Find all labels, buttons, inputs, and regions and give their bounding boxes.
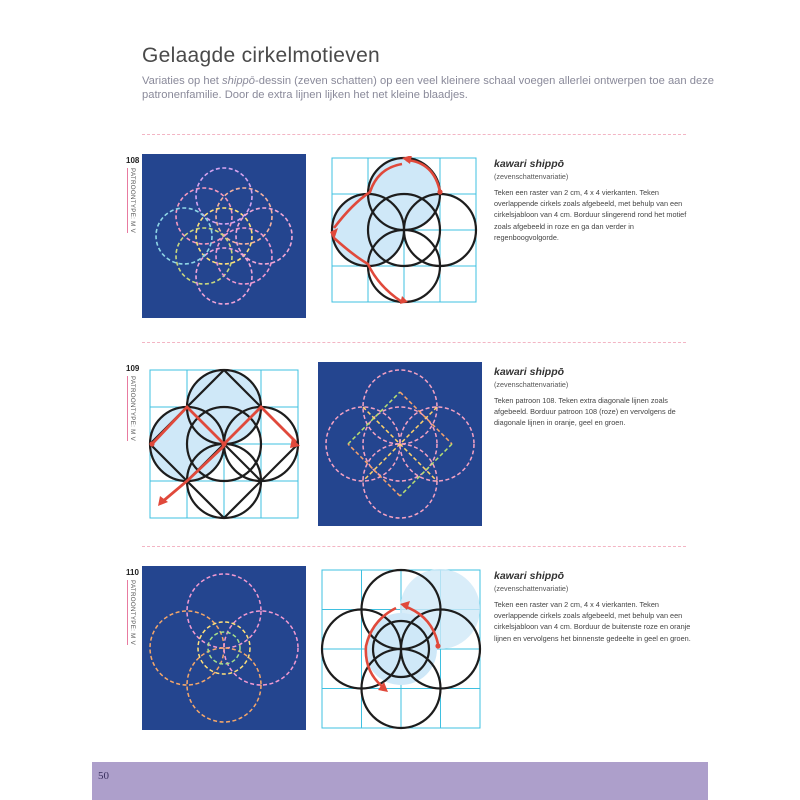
diagram-109 <box>142 362 306 526</box>
caption-109 <box>494 366 694 429</box>
pattern-title: kawari shippō <box>494 570 565 582</box>
pattern-type-label: PATROONTYPE: M V <box>129 376 136 442</box>
pattern-subtitle: (zevenschattenvariatie) <box>494 380 569 389</box>
pattern-title: kawari shippō <box>494 366 565 378</box>
intro-paragraph: Variaties op het shippō-dessin (zeven schatten) op een veel kleinere schaal voegen allerlei ontwerpen toe aan deze patronenfamilie. Door de extra lijnen lijken het net kleine blaadjes. <box>142 75 714 101</box>
pattern-subtitle: (zevenschattenvariatie) <box>494 172 569 181</box>
fabric-photo-110 <box>142 566 306 730</box>
caption-108 <box>494 158 694 243</box>
footer-band <box>92 762 708 800</box>
pattern-instructions: Teken een raster van 2 cm, 4 x 4 vierkanten. Teken overlappende cirkels zoals afgebeeld, met behulp van een cirkelsjabloon van 4 cm. Borduur slingerend rond het motief zoals afgebeeld in roze en ga dan verder in regenboogvolgorde. <box>494 188 687 242</box>
pattern-instructions: Teken patroon 108. Teken extra diagonale lijnen zoals afgebeeld. Borduur patroon 108 (roze) en vervolgens de diagonale lijnen in oranje, geel en groen. <box>494 396 676 428</box>
caption-110 <box>494 570 694 644</box>
divider <box>142 342 686 343</box>
pattern-subtitle: (zevenschattenvariatie) <box>494 584 569 593</box>
divider <box>142 546 686 547</box>
pattern-type-label: PATROONTYPE: M V <box>129 580 136 646</box>
divider <box>142 134 686 135</box>
page-title: Gelaagde cirkelmotieven <box>142 44 381 67</box>
diagram-110 <box>320 568 484 732</box>
page-number: 50 <box>98 770 109 782</box>
fabric-photo-108 <box>142 154 306 318</box>
pattern-type-label: PATROONTYPE: M V <box>129 168 136 234</box>
pattern-number: 109 <box>126 364 140 373</box>
diagram-108 <box>330 156 494 320</box>
pattern-instructions: Teken een raster van 2 cm, 4 x 4 vierkanten. Teken overlappende cirkels zoals afgebeeld, met behulp van een cirkelsjabloon van 4 cm. Borduur de buitenste roze en oranje lijnen en vervolgens het binnenste gedeelte in geel en groen. <box>494 600 691 643</box>
fabric-photo-109 <box>318 362 482 526</box>
pattern-number: 110 <box>126 568 139 577</box>
pattern-number: 108 <box>126 156 140 165</box>
pattern-title: kawari shippō <box>494 158 565 170</box>
